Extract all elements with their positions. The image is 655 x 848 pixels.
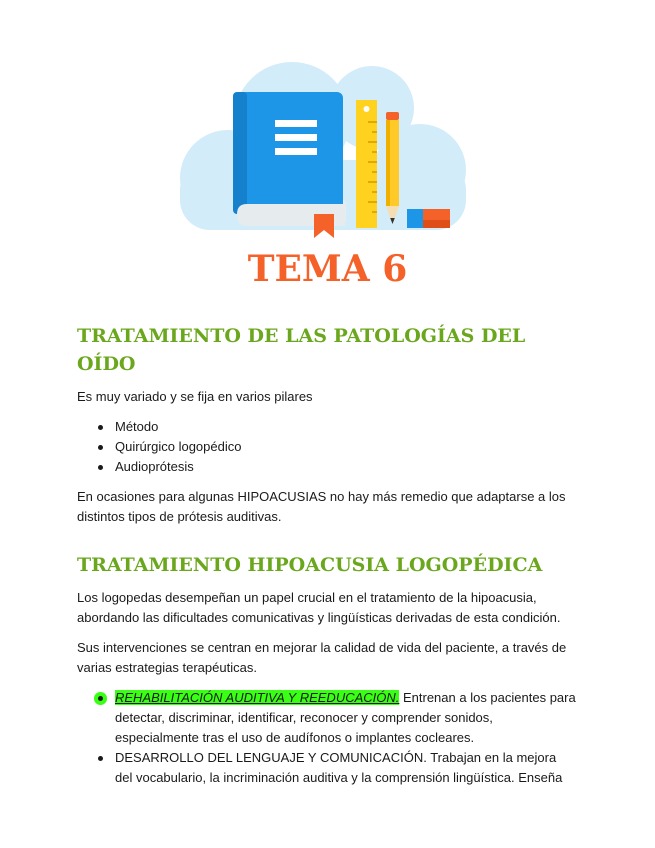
book-icon [233, 92, 346, 226]
bookmark-icon [314, 214, 334, 238]
section-heading-hipoacusia: TRATAMIENTO HIPOACUSIA LOGOPÉDICA [77, 554, 543, 576]
bullet-icon [98, 465, 103, 470]
ruler-icon [356, 100, 377, 228]
section2-list [77, 688, 577, 788]
highlighted-text: REHABILITACIÓN AUDITIVA Y REEDUCACIÓN. [115, 690, 400, 705]
pencil-icon [386, 112, 399, 224]
section1-paragraph: En ocasiones para algunas HIPOACUSIAS no hay más remedio que adaptarse a los distintos tipos de prótesis auditivas. [77, 489, 566, 524]
eraser-icon [407, 209, 450, 228]
list-item: Quirúrgico logopédico [77, 437, 577, 457]
list-item: Audioprótesis [77, 457, 577, 477]
section2-paragraph-1: Los logopedas desempeñan un papel crucial en el tratamiento de la hipoacusia, abordando las dificultades comunicativas y lingüísticas derivadas de esta condición. [77, 590, 561, 625]
section-heading-patologias: TRATAMIENTO DE LAS PATOLOGÍAS DEL OÍDO [77, 325, 526, 375]
page-title: TEMA 6 [247, 248, 408, 290]
bullet-icon [98, 445, 103, 450]
list-item: DESARROLLO DEL LENGUAJE Y COMUNICACIÓN. Trabajan en la mejora del vocabulario, la incriminación auditiva y la comprensión lingüística. Enseña [77, 748, 577, 788]
section1-intro: Es muy variado y se fija en varios pilares [77, 389, 313, 404]
bullet-icon [98, 696, 103, 701]
document-body [77, 322, 577, 788]
section1-list [77, 417, 577, 477]
section2-paragraph-2: Sus intervenciones se centran en mejorar la calidad de vida del paciente, a través de varias estrategias terapéuticas. [77, 640, 567, 675]
header-illustration [0, 0, 655, 250]
bullet-icon [98, 425, 103, 430]
list-item: Método [77, 417, 577, 437]
list-item: REHABILITACIÓN AUDITIVA Y REEDUCACIÓN. Entrenan a los pacientes para detectar, discriminar, identificar, reconocer y comprender sonidos, especialmente tras el uso de audífonos o implantes cocleares. [77, 688, 577, 748]
bullet-icon [98, 756, 103, 761]
